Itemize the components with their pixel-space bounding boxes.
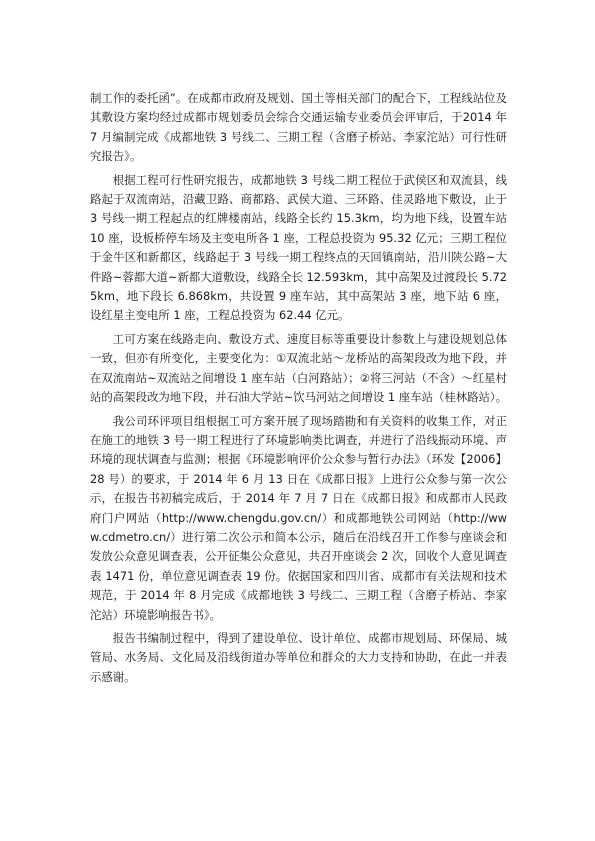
paragraph-continuation: 制工作的委托函”。在成都市政府及规划、国土等相关部门的配合下，工程线站位及其敷设方案均经过成都市规划委员会综合交通运输专业委员会评审后，于2014 年 7 月编制完成《成都地铁 3 号线二、三期工程（含磨子桥站、李家沱站）可行性研究报告》。 <box>90 91 507 164</box>
document-body <box>90 89 507 691</box>
paragraph-plan-changes: 工可方案在线路走向、敷设方式、速度目标等重要设计参数上与建设规划总体一致，但亦有所变化，主要变化为：①双流北站～龙桥站的高架段改为地下段，并在双流南站~双流站之间增设 1 座车站（白河路站）；②将三河站（不含）～红星村站的高架段改为地下段，并石油大学站~饮马河站之间增设 1 座车站（桂林路站）。 <box>90 331 508 405</box>
paragraph-acknowledgement: 报告书编制过程中，得到了建设单位、设计单位、成都市规划局、环保局、城管局、水务局、文化局及沿线街道办等单位和群众的大力支持和协助，在此一并表示感谢。 <box>90 630 507 684</box>
paragraph-feasibility-study: 根据工程可行性研究报告，成都地铁 3 号线二期工程位于武侯区和双流县，线路起于双流南站，沿藏卫路、商都路、武侯大道、三环路、佳灵路地下敷设，止于 3 号线一期工程起点的红牌楼南站，线路全长约 15.3km，均为地下线，设置车站 10 座，设板桥停车场及主变电所各 1 座，工程总投资为 95.32 亿元；三期工程位于金牛区和新都区，线路起于 3 号线一期工程终点的天回镇南站，沿川陕公路~大件路~蓉都大道~新都大道敷设，线路全长 12.593km，其中高架及过渡段长 5.725km，地下段长 6.868km，共设置 9 座车站，其中高架站 3 座，地下站 6 座，设红星主变电所 1 座，工程总投资为 62.44 亿元。 <box>90 172 507 323</box>
paragraph-eia-process: 我公司环评项目组根据工可方案开展了现场踏勘和有关资料的收集工作，对正在施工的地铁 3 号一期工程进行了环境影响类比调查，并进行了沿线振动环境、声环境的现状调查与监测；根据《环境影响评价公众参与暂行办法》（环发【2006】28 号）的要求，于 2014 年 6 月 13 日在《成都日报》上进行公众参与第一次公示，在报告书初稿完成后，于 2014 年 7 月 7 日在《成都日报》和成都市人民政府门户网站（http://www.chengdu.gov.cn/）和成都地铁公司网站（http://www.cdmetro.cn/）进行第二次公示和简本公示，随后在沿线召开工作参与座谈会和发放公众意见调查表，公开征集公众意见，共召开座谈会 2 次，回收个人意见调查表 1471 份，单位意见调查表 19 份。依据国家和四川省、成都市有关法规和技术规范，于 2014 年 8 月完成《成都地铁 3 号线二、三期工程（含磨子桥站、李家沱站）环境影响报告书》。 <box>90 413 507 622</box>
